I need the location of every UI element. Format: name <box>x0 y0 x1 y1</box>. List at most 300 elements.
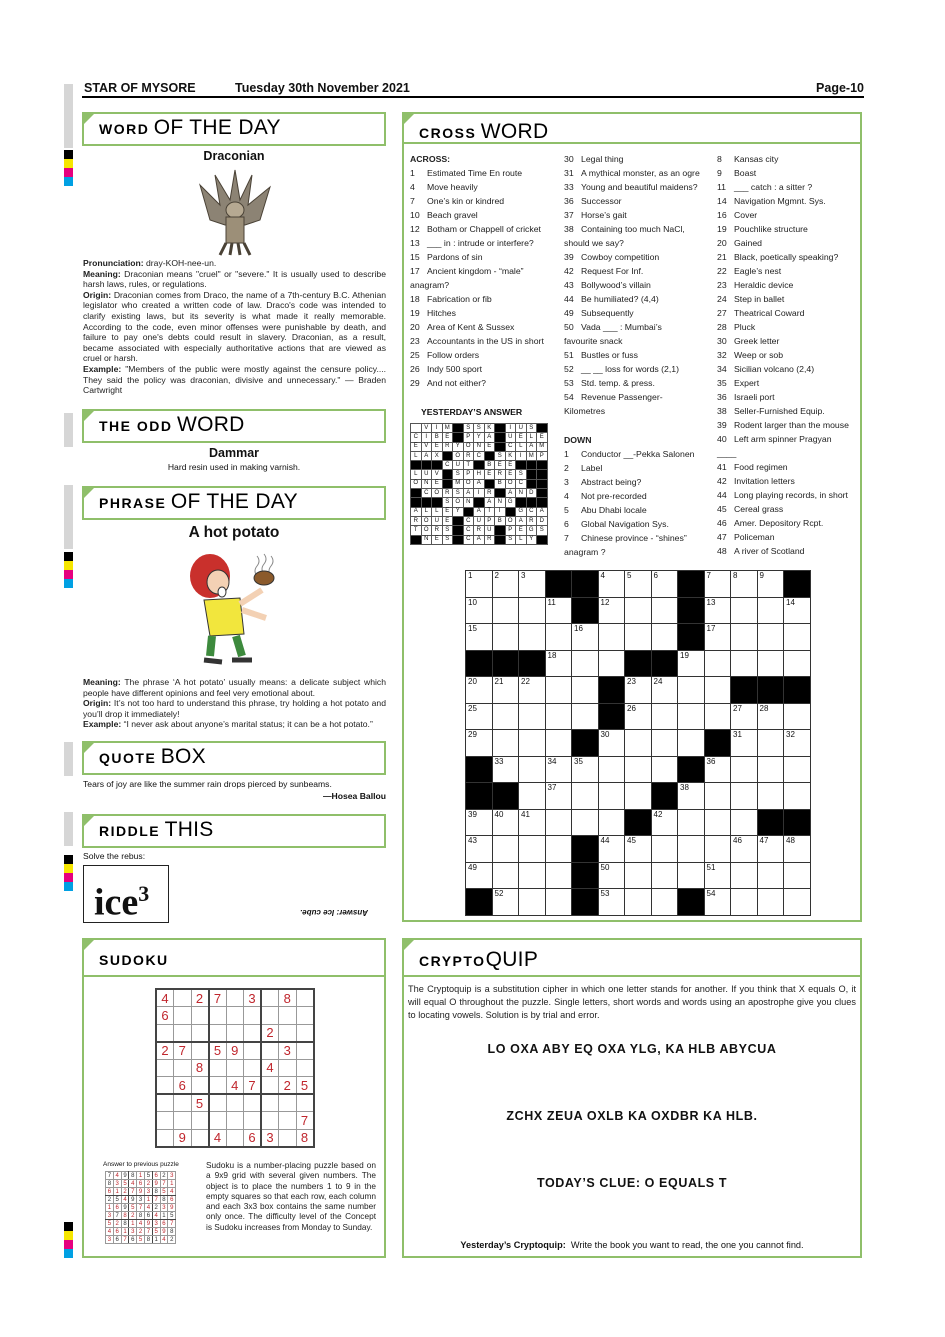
crossword-cell[interactable] <box>492 756 519 783</box>
crossword-cell[interactable] <box>678 862 705 889</box>
sudoku-cell[interactable] <box>261 1077 279 1095</box>
crossword-cell[interactable] <box>651 756 678 783</box>
crossword-cell[interactable] <box>625 862 652 889</box>
crossword-cell[interactable] <box>519 571 546 598</box>
crossword-cell[interactable] <box>545 730 572 757</box>
crossword-cell[interactable] <box>492 809 519 836</box>
crossword-cell[interactable] <box>466 571 493 598</box>
crossword-cell[interactable] <box>784 597 811 624</box>
crossword-cell[interactable] <box>545 597 572 624</box>
clue-number: 19 <box>410 308 420 318</box>
crossword-cell[interactable] <box>731 650 758 677</box>
answer-cell: 7 <box>168 1220 176 1228</box>
crossword-cell[interactable] <box>492 836 519 863</box>
crossword-cell[interactable] <box>598 730 625 757</box>
crossword-cell[interactable] <box>784 703 811 730</box>
answer-cell: S <box>442 526 453 535</box>
crossword-cell[interactable] <box>545 836 572 863</box>
crossword-cell[interactable] <box>704 703 731 730</box>
crossword-cell[interactable] <box>625 889 652 916</box>
crossword-cell[interactable] <box>598 783 625 810</box>
crossword-cell[interactable] <box>519 703 546 730</box>
crossword-cell[interactable] <box>519 889 546 916</box>
sudoku-cell[interactable]: 7 <box>209 989 227 1007</box>
crossword-cell[interactable] <box>545 650 572 677</box>
crossword-cell[interactable] <box>757 756 784 783</box>
crossword-cell[interactable] <box>651 703 678 730</box>
crossword-cell[interactable] <box>598 597 625 624</box>
crossword-cell[interactable] <box>572 703 599 730</box>
sudoku-cell[interactable]: 5 <box>296 1077 314 1095</box>
sudoku-cell[interactable]: 8 <box>296 1129 314 1147</box>
cell-number: 38 <box>680 783 689 792</box>
sudoku-cell[interactable]: 2 <box>191 989 209 1007</box>
yesterday-label: Yesterday’s Cryptoquip: <box>460 1240 566 1250</box>
black-square <box>537 535 548 544</box>
sudoku-cell[interactable] <box>174 1094 192 1112</box>
crossword-cell[interactable] <box>757 624 784 651</box>
sudoku-cell[interactable]: 4 <box>209 1129 227 1147</box>
sudoku-cell[interactable]: 4 <box>226 1077 244 1095</box>
sudoku-cell[interactable] <box>226 1059 244 1077</box>
sudoku-cell[interactable]: 8 <box>191 1059 209 1077</box>
title-small: RIDDLE <box>99 823 161 839</box>
sudoku-cell[interactable] <box>191 1024 209 1042</box>
clue-number: 42 <box>564 266 574 276</box>
sudoku-cell[interactable]: 4 <box>261 1059 279 1077</box>
crossword-cell[interactable] <box>757 783 784 810</box>
cell-number: 50 <box>600 862 610 872</box>
crossword-cell[interactable] <box>598 756 625 783</box>
crossword-cell[interactable] <box>731 862 758 889</box>
sudoku-grid[interactable] <box>155 988 315 1148</box>
crossword-cell[interactable] <box>598 809 625 836</box>
crossword-cell[interactable] <box>784 783 811 810</box>
crossword-cell[interactable] <box>466 836 493 863</box>
crossword-cell[interactable] <box>704 809 731 836</box>
crossword-cell[interactable] <box>784 650 811 677</box>
crossword-cell[interactable] <box>466 624 493 651</box>
answer-cell: O <box>453 498 464 507</box>
sudoku-cell[interactable] <box>156 1077 174 1095</box>
crossword-cell[interactable] <box>731 783 758 810</box>
sudoku-cell[interactable]: 6 <box>244 1129 262 1147</box>
answer-cell: 2 <box>106 1196 114 1204</box>
sudoku-cell[interactable] <box>209 1024 227 1042</box>
sudoku-cell[interactable]: 5 <box>209 1042 227 1060</box>
crossword-cell[interactable] <box>731 756 758 783</box>
crossword-cell[interactable] <box>598 836 625 863</box>
cryptoquip-clue: TODAY’S CLUE: O EQUALS T <box>536 1176 728 1190</box>
sudoku-cell[interactable] <box>226 989 244 1007</box>
sudoku-cell[interactable] <box>296 1007 314 1025</box>
answer-cell: 5 <box>137 1236 145 1244</box>
crossword-cell[interactable] <box>572 783 599 810</box>
crossword-cell[interactable] <box>625 783 652 810</box>
crossword-cell[interactable] <box>519 677 546 704</box>
answer-cell: U <box>421 470 432 479</box>
sudoku-cell[interactable] <box>191 1077 209 1095</box>
crossword-cell[interactable] <box>784 730 811 757</box>
crossword-cell[interactable] <box>492 703 519 730</box>
answer-cell: M <box>526 451 537 460</box>
crossword-cell[interactable] <box>519 783 546 810</box>
crossword-cell[interactable] <box>731 836 758 863</box>
clue-text: Not pre-recorded <box>581 491 647 501</box>
crossword-cell[interactable] <box>731 809 758 836</box>
crossword-cell[interactable] <box>784 862 811 889</box>
black-square <box>526 479 537 488</box>
sudoku-cell[interactable] <box>174 1112 192 1130</box>
sudoku-cell[interactable] <box>261 1094 279 1112</box>
answer-cell: 1 <box>152 1236 160 1244</box>
meaning-label: Meaning: <box>83 677 121 687</box>
sudoku-cell[interactable] <box>296 1042 314 1060</box>
clue-text: Estimated Time En route <box>427 168 523 178</box>
sudoku-cell[interactable] <box>261 1112 279 1130</box>
sudoku-cell[interactable]: 5 <box>191 1094 209 1112</box>
sudoku-cell[interactable] <box>226 1007 244 1025</box>
crossword-cell[interactable] <box>704 597 731 624</box>
sudoku-cell[interactable] <box>261 989 279 1007</box>
example-label: Example: <box>83 363 122 374</box>
answer-cell: 2 <box>144 1180 152 1188</box>
sudoku-cell[interactable] <box>244 1059 262 1077</box>
cell-number: 24 <box>653 677 663 686</box>
crossword-cell[interactable] <box>678 809 705 836</box>
sudoku-cell[interactable]: 4 <box>156 989 174 1007</box>
sudoku-cell[interactable] <box>156 1094 174 1112</box>
crossword-cell[interactable] <box>731 597 758 624</box>
black-square <box>495 526 506 535</box>
crossword-cell[interactable] <box>598 624 625 651</box>
sudoku-cell[interactable]: 3 <box>279 1042 297 1060</box>
sudoku-cell[interactable] <box>279 1129 297 1147</box>
clue <box>564 194 700 208</box>
sudoku-cell[interactable] <box>226 1024 244 1042</box>
cell-number: 32 <box>786 730 795 739</box>
clue <box>717 446 849 460</box>
crossword-cell[interactable] <box>598 862 625 889</box>
sudoku-cell[interactable] <box>279 1094 297 1112</box>
answer-cell: Y <box>453 507 464 516</box>
crossword-cell[interactable] <box>784 836 811 863</box>
answer-cell: A <box>463 489 474 498</box>
answer-cell: 5 <box>160 1188 168 1196</box>
sudoku-cell[interactable]: 6 <box>174 1077 192 1095</box>
sudoku-cell[interactable]: 2 <box>156 1042 174 1060</box>
clue-text: Theatrical Coward <box>734 308 805 318</box>
crossword-cell[interactable] <box>492 677 519 704</box>
paper-name: STAR OF MYSORE <box>84 81 196 95</box>
crossword-cell[interactable] <box>625 836 652 863</box>
crossword-cell[interactable] <box>704 889 731 916</box>
sudoku-cell[interactable] <box>191 1007 209 1025</box>
sudoku-cell[interactable]: 7 <box>174 1042 192 1060</box>
crossword-cell[interactable] <box>757 862 784 889</box>
sudoku-cell[interactable] <box>296 989 314 1007</box>
crossword-cell[interactable] <box>545 889 572 916</box>
black-square <box>678 889 705 916</box>
crossword-cell[interactable] <box>625 703 652 730</box>
crossword-cell[interactable] <box>545 809 572 836</box>
crossword-cell[interactable] <box>466 730 493 757</box>
crossword-cell[interactable] <box>784 624 811 651</box>
sudoku-cell[interactable] <box>296 1024 314 1042</box>
sudoku-cell[interactable] <box>244 1007 262 1025</box>
title-large: BOX <box>160 745 206 768</box>
clue-number: 23 <box>717 280 727 290</box>
crossword-cell[interactable] <box>519 809 546 836</box>
answer-cell: N <box>421 479 432 488</box>
clue <box>564 152 700 166</box>
answer-cell: 6 <box>113 1204 121 1212</box>
crossword-cell[interactable] <box>651 809 678 836</box>
crossword-cell[interactable] <box>731 730 758 757</box>
crossword-cell[interactable] <box>545 624 572 651</box>
crossword-cell[interactable] <box>731 703 758 730</box>
clue-text: One’s kin or kindred <box>427 196 505 206</box>
crossword-cell[interactable] <box>519 836 546 863</box>
clue-text: Fabrication or fib <box>427 294 492 304</box>
answer-cell: C <box>516 479 527 488</box>
answer-cell: O <box>421 526 432 535</box>
sudoku-cell[interactable] <box>156 1059 174 1077</box>
black-square <box>731 677 758 704</box>
clue <box>564 320 700 334</box>
sudoku-cell[interactable] <box>279 1024 297 1042</box>
sudoku-cell[interactable]: 9 <box>226 1042 244 1060</box>
crossword-cell[interactable] <box>757 889 784 916</box>
black-square <box>537 470 548 479</box>
crossword-cell[interactable] <box>704 756 731 783</box>
crossword-cell[interactable] <box>572 756 599 783</box>
sudoku-cell[interactable] <box>244 1024 262 1042</box>
crossword-cell[interactable] <box>704 783 731 810</box>
crossword-cell[interactable] <box>757 571 784 598</box>
crossword-cell[interactable] <box>492 624 519 651</box>
crossword-cell[interactable] <box>492 571 519 598</box>
clue-text: Policeman <box>734 532 775 542</box>
sudoku-cell[interactable] <box>279 1007 297 1025</box>
answer-cell: 2 <box>121 1188 129 1196</box>
clue <box>717 390 849 404</box>
sudoku-cell[interactable]: 2 <box>279 1077 297 1095</box>
sudoku-cell[interactable] <box>226 1129 244 1147</box>
clue <box>564 306 700 320</box>
crossword-grid[interactable] <box>465 570 811 916</box>
crossword-cell[interactable] <box>545 862 572 889</box>
black-square <box>572 836 599 863</box>
answer-cell: I <box>432 424 443 433</box>
sudoku-cell[interactable] <box>174 1007 192 1025</box>
crossword-cell[interactable] <box>625 677 652 704</box>
crossword-cell[interactable] <box>572 809 599 836</box>
sudoku-cell[interactable] <box>191 1112 209 1130</box>
clue-number: 12 <box>410 224 420 234</box>
sudoku-cell[interactable] <box>156 1112 174 1130</box>
sudoku-cell[interactable] <box>156 1129 174 1147</box>
crossword-cell[interactable] <box>519 730 546 757</box>
sudoku-cell[interactable] <box>174 989 192 1007</box>
sudoku-cell[interactable] <box>261 1007 279 1025</box>
clue <box>717 474 849 488</box>
clue-number: 46 <box>717 518 727 528</box>
crossword-cell[interactable] <box>519 756 546 783</box>
crossword-cell[interactable] <box>598 650 625 677</box>
crossword-cell[interactable] <box>704 650 731 677</box>
crossword-cell[interactable] <box>678 730 705 757</box>
crossword-cell[interactable] <box>466 862 493 889</box>
crossword-cell[interactable] <box>757 730 784 757</box>
crossword-cell[interactable] <box>757 650 784 677</box>
crossword-cell[interactable] <box>651 730 678 757</box>
sudoku-cell[interactable] <box>279 1112 297 1130</box>
black-square <box>463 507 474 516</box>
sudoku-cell[interactable] <box>209 1059 227 1077</box>
sudoku-cell[interactable] <box>296 1094 314 1112</box>
sudoku-cell[interactable] <box>244 1094 262 1112</box>
crossword-cell[interactable] <box>545 756 572 783</box>
clue-text: Step in ballet <box>734 294 785 304</box>
crossword-cell[interactable] <box>651 862 678 889</box>
sudoku-cell[interactable]: 7 <box>296 1112 314 1130</box>
crossword-cell[interactable] <box>678 703 705 730</box>
answer-cell: R <box>484 535 495 544</box>
sudoku-cell[interactable]: 8 <box>279 989 297 1007</box>
sudoku-cell[interactable]: 9 <box>174 1129 192 1147</box>
sudoku-cell[interactable] <box>279 1059 297 1077</box>
crossword-cell[interactable] <box>492 862 519 889</box>
crossword-cell[interactable] <box>704 862 731 889</box>
sudoku-cell[interactable]: 2 <box>261 1024 279 1042</box>
crossword-cell[interactable] <box>492 730 519 757</box>
crossword-cell[interactable] <box>598 889 625 916</box>
sudoku-cell[interactable] <box>244 1112 262 1130</box>
clue-number: 1 <box>564 449 569 459</box>
clue-text: Vada ___ : Mumbai’s <box>581 322 662 332</box>
crossword-cell[interactable] <box>704 677 731 704</box>
answer-cell: R <box>411 516 422 525</box>
sudoku-cell[interactable]: 6 <box>156 1007 174 1025</box>
answer-cell: B <box>484 461 495 470</box>
crossword-cell[interactable] <box>545 703 572 730</box>
crossword-cell[interactable] <box>651 836 678 863</box>
crossword-cell[interactable] <box>757 836 784 863</box>
crossword-cell[interactable] <box>757 597 784 624</box>
sudoku-cell[interactable] <box>296 1059 314 1077</box>
crossword-cell[interactable] <box>678 650 705 677</box>
answer-cell: O <box>463 479 474 488</box>
crossword-cell[interactable] <box>704 624 731 651</box>
crossword-cell[interactable] <box>466 703 493 730</box>
black-square <box>421 461 432 470</box>
crossword-cell[interactable] <box>784 756 811 783</box>
crossword-cell[interactable] <box>651 624 678 651</box>
crossword-cell[interactable] <box>731 571 758 598</box>
crossword-cell[interactable] <box>625 730 652 757</box>
crossword-cell[interactable] <box>466 597 493 624</box>
answer-cell: C <box>526 507 537 516</box>
crossword-cell[interactable] <box>572 677 599 704</box>
clue-text: Cowboy competition <box>581 252 660 262</box>
crossword-cell[interactable] <box>757 703 784 730</box>
answer-cell: 3 <box>137 1196 145 1204</box>
cell-number: 40 <box>494 809 504 819</box>
sudoku-cell[interactable] <box>209 1112 227 1130</box>
sudoku-cell[interactable] <box>156 1024 174 1042</box>
crossword-cell[interactable] <box>625 571 652 598</box>
answer-cell: 9 <box>121 1204 129 1212</box>
crossword-cell[interactable] <box>545 677 572 704</box>
crossword-cell[interactable] <box>704 836 731 863</box>
answer-cell: A <box>474 535 485 544</box>
sudoku-cell[interactable] <box>226 1112 244 1130</box>
sudoku-cell[interactable] <box>174 1059 192 1077</box>
black-square <box>784 571 811 598</box>
crossword-cell[interactable] <box>678 836 705 863</box>
answer-cell: C <box>421 489 432 498</box>
crossword-cell[interactable] <box>519 597 546 624</box>
crossword-cell[interactable] <box>625 756 652 783</box>
crossword-cell[interactable] <box>625 624 652 651</box>
sudoku-cell[interactable]: 3 <box>261 1129 279 1147</box>
crossword-cell[interactable] <box>492 889 519 916</box>
sudoku-cell[interactable] <box>174 1024 192 1042</box>
sudoku-cell[interactable] <box>244 1042 262 1060</box>
sudoku-cell[interactable] <box>209 1094 227 1112</box>
clue-number: 20 <box>717 238 727 248</box>
cell-number: 29 <box>468 730 477 739</box>
crossword-cell[interactable] <box>625 597 652 624</box>
crossword-cell[interactable] <box>492 597 519 624</box>
sudoku-cell[interactable] <box>209 1007 227 1025</box>
sudoku-cell[interactable] <box>226 1094 244 1112</box>
crossword-cell[interactable] <box>572 650 599 677</box>
sudoku-cell[interactable] <box>191 1129 209 1147</box>
clue-number: 9 <box>717 168 722 178</box>
crossword-cell[interactable] <box>572 624 599 651</box>
crossword-cell[interactable] <box>466 677 493 704</box>
sudoku-cell[interactable] <box>209 1077 227 1095</box>
example-label: Example: <box>83 719 122 730</box>
crossword-cell[interactable] <box>651 571 678 598</box>
crossword-cell[interactable] <box>466 809 493 836</box>
answer-cell: C <box>463 516 474 525</box>
answer-cell: Y <box>474 433 485 442</box>
crossword-cell[interactable] <box>651 677 678 704</box>
crossword-cell[interactable] <box>704 571 731 598</box>
sudoku-cell[interactable] <box>261 1042 279 1060</box>
sudoku-cell[interactable]: 7 <box>244 1077 262 1095</box>
crossword-cell[interactable] <box>545 783 572 810</box>
crossword-cell[interactable] <box>678 783 705 810</box>
answer-cell: A <box>537 507 548 516</box>
crossword-cell[interactable] <box>651 889 678 916</box>
crossword-cell[interactable] <box>784 889 811 916</box>
sudoku-cell[interactable] <box>191 1042 209 1060</box>
crossword-cell[interactable] <box>519 624 546 651</box>
clue <box>564 250 700 264</box>
crossword-cell[interactable] <box>731 624 758 651</box>
crossword-cell[interactable] <box>651 597 678 624</box>
clue-text: Containing too much NaCl, <box>581 224 685 234</box>
crossword-cell[interactable] <box>678 677 705 704</box>
crossword-cell[interactable] <box>519 862 546 889</box>
crossword-cell[interactable] <box>731 889 758 916</box>
crossword-cell[interactable] <box>598 571 625 598</box>
sudoku-cell[interactable]: 3 <box>244 989 262 1007</box>
